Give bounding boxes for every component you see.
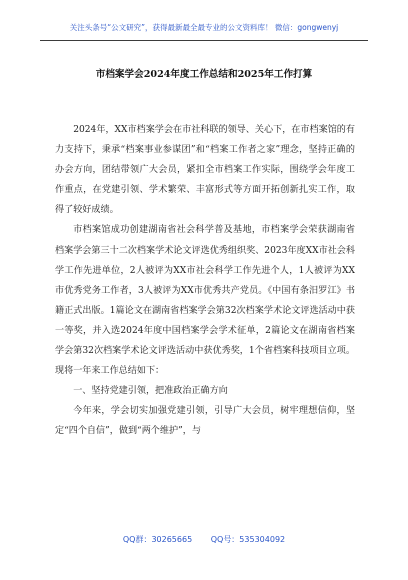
- paragraph-intro: 2024年，XX市档案学会在市社科联的领导、关心下，在市档案馆的有力支持下，秉承“档案事业参谋团”和“档案工作者之家”理念，坚持正确的办会方向，团结带领广大会员，紧扣全市档案工作实际，围绕学会年度工作重点，在党建引领、学术繁荣、丰富形式等方面开拓创新扎实工作，取得了较好成绩。: [55, 125, 355, 216]
- paragraph-section-1: 今年来，学会切实加强党建引领，引导广大会员，树牢理想信仰，坚定“四个自信”，做到“两个维护”，与: [55, 406, 355, 437]
- footer-qq-number: QQ号：535304092: [210, 535, 286, 544]
- header-banner: 关注头条号“公文研究”，获得最新最全最专业的公文资料库！ 微信：gongwenyj: [69, 23, 339, 32]
- paragraph-achievements: 市档案馆成功创建湖南省社会科学普及基地，市档案学会荣获湖南省档案学会第三十二次档案学术论文评选优秀组织奖、2023年度XX市社会科学工作先进单位，2人被评为XX市社会科学工作先进个人，1人被评为XX市优秀党务工作者，3人被评为XX市优秀共产党员。《中国有条汨罗江》书籍正式出版。1篇论文在湖南省档案学会第32次档案学术论文评选活动中获一等奖，并入选2024年度中国档案学会学术征单，2篇论文在湖南省档案学会第32次档案学术论文评选活动中获优秀奖，1个省档案科技项目立项。现将一年来工作总结如下：: [55, 225, 355, 377]
- document-title: 市档案学会2024年度工作总结和2025年工作打算: [95, 69, 313, 80]
- section-heading-1: 一、坚持党建引领，把准政治正确方向: [73, 386, 228, 397]
- footer-contacts: [0, 534, 408, 545]
- document-body: [55, 120, 355, 442]
- header-divider: [40, 40, 368, 41]
- footer-qq-group: QQ群：30265665: [122, 535, 193, 544]
